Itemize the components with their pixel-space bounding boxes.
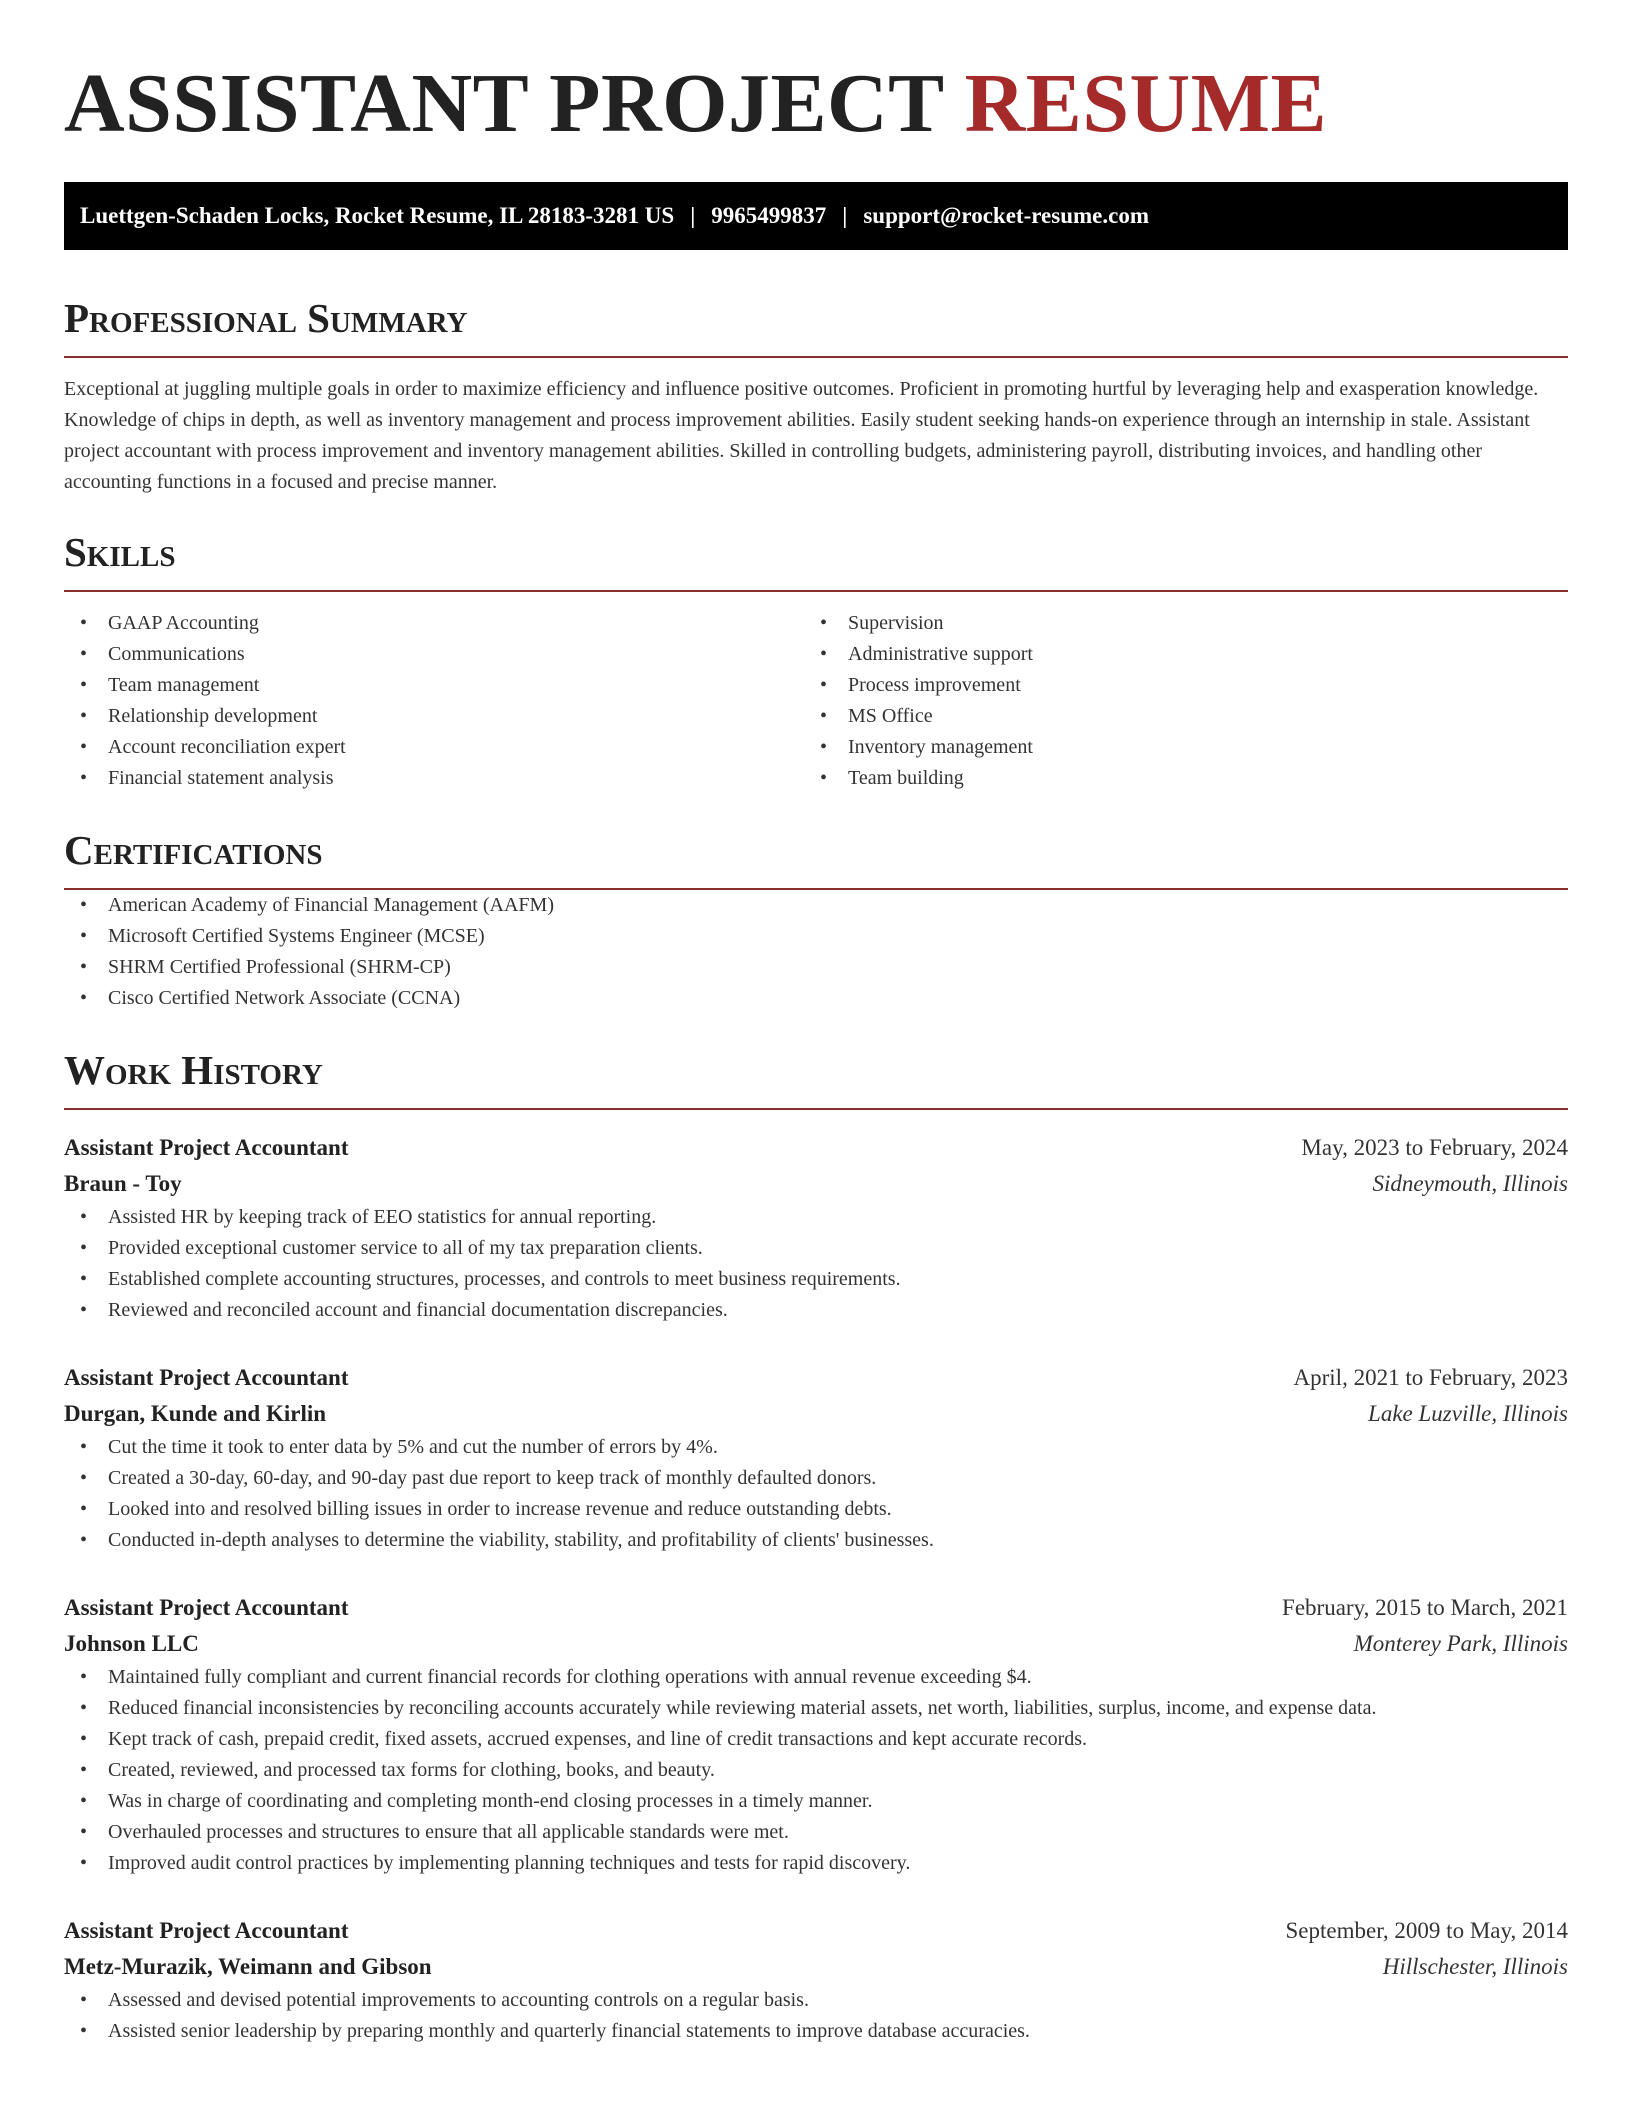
skill-item: • Financial statement analysis [64,763,804,794]
job-bullet: • Conducted in-depth analyses to determine the viability, stability, and profitability of clients' businesses. [64,1525,1568,1556]
job-company-row [64,1626,1568,1662]
job-header-row [64,1590,1568,1626]
skill-item: • GAAP Accounting [64,608,804,639]
resume-page [64,0,1568,2047]
job-bullet: • Was in charge of coordinating and completing month-end closing processes in a timely manner. [64,1786,1568,1817]
job-bullet: • Assisted senior leadership by preparing monthly and quarterly financial statements to improve database accuracies. [64,2016,1568,2047]
job-company: Metz-Murazik, Weimann and Gibson [64,1954,432,1979]
job-header-row [64,1130,1568,1166]
job-bullet: • Assessed and devised potential improvements to accounting controls on a regular basis. [64,1985,1568,2016]
job-company-row [64,1949,1568,1985]
job-company: Johnson LLC [64,1631,199,1656]
job-bullet: • Established complete accounting structures, processes, and controls to meet business requirements. [64,1264,1568,1295]
job-bullet: • Assisted HR by keeping track of EEO statistics for annual reporting. [64,1202,1568,1233]
skill-item: • Team management [64,670,804,701]
skills-heading: Skills [64,528,1568,592]
job-bullet: • Improved audit control practices by implementing planning techniques and tests for rapid discovery. [64,1848,1568,1879]
job-entry [64,1913,1568,2047]
certification-item: • Cisco Certified Network Associate (CCNA) [64,983,1568,1014]
job-entry [64,1360,1568,1556]
certifications-list [64,890,1568,1014]
certification-item: • American Academy of Financial Management (AAFM) [64,890,1568,921]
job-bullet: • Maintained fully compliant and current financial records for clothing operations with annual revenue exceeding $4. [64,1662,1568,1693]
summary-text: Exceptional at juggling multiple goals in order to maximize efficiency and influence positive outcomes. Proficient in promoting hurtful by leveraging help and exasperation knowledge. Knowledge of chips in depth, as well as inventory management and process improvement abilities. Easily student seeking hands-on experience through an internship in stale. Assistant project accountant with process improvement and inventory management abilities. Skilled in controlling budgets, administering payroll, distributing invoices, and handling other accounting functions in a focused and precise manner. [64,378,1539,493]
job-title: Assistant Project Accountant [64,1595,349,1620]
contact-bar [64,182,1568,250]
job-bullet: • Cut the time it took to enter data by 5% and cut the number of errors by 4%. [64,1432,1568,1463]
certifications-heading: Certifications [64,826,1568,890]
job-title: Assistant Project Accountant [64,1365,349,1390]
job-entry [64,1590,1568,1879]
resume-title [64,58,1568,150]
skill-item: • Process improvement [804,670,1544,701]
job-company-row [64,1396,1568,1432]
contact-address: Luettgen-Schaden Locks, Rocket Resume, IL 28183-3281 US [80,203,675,228]
skill-item: • MS Office [804,701,1544,732]
skills-columns [64,608,1568,794]
job-entry [64,1130,1568,1326]
job-location: Lake Luzville, Illinois [1368,1401,1568,1426]
contact-separator: | [842,203,848,228]
job-bullet-list [64,1432,1568,1556]
job-bullet: • Provided exceptional customer service to all of my tax preparation clients. [64,1233,1568,1264]
job-bullet: • Reduced financial inconsistencies by reconciling accounts accurately while reviewing material assets, net worth, liabilities, surplus, income, and expense data. [64,1693,1568,1724]
job-title: Assistant Project Accountant [64,1135,349,1160]
skill-item: • Communications [64,639,804,670]
job-bullet-list [64,1662,1568,1879]
skills-list-right [804,608,1544,794]
job-company: Braun - Toy [64,1171,182,1196]
job-bullet: • Created, reviewed, and processed tax forms for clothing, books, and beauty. [64,1755,1568,1786]
job-location: Sidneymouth, Illinois [1372,1171,1568,1196]
skill-item: • Team building [804,763,1544,794]
contact-email: support@rocket-resume.com [863,203,1149,228]
job-bullet-list [64,1202,1568,1326]
job-bullet-list [64,1985,1568,2047]
job-dates: April, 2021 to February, 2023 [1293,1365,1568,1390]
summary-heading: Professional Summary [64,294,1568,358]
job-bullet: • Overhauled processes and structures to ensure that all applicable standards were met. [64,1817,1568,1848]
contact-separator: | [690,203,696,228]
job-dates: May, 2023 to February, 2024 [1301,1135,1568,1160]
title-accent: RESUME [964,57,1328,150]
job-header-row [64,1913,1568,1949]
job-bullet: • Created a 30-day, 60-day, and 90-day past due report to keep track of monthly defaulted donors. [64,1463,1568,1494]
skills-list-left [64,608,804,794]
job-company: Durgan, Kunde and Kirlin [64,1401,327,1426]
skill-item: • Inventory management [804,732,1544,763]
skill-item: • Account reconciliation expert [64,732,804,763]
job-location: Hillschester, Illinois [1382,1954,1568,1979]
skill-item: • Administrative support [804,639,1544,670]
skill-item: • Supervision [804,608,1544,639]
job-location: Monterey Park, Illinois [1353,1631,1568,1656]
title-main: ASSISTANT PROJECT [64,57,944,150]
work-history-heading: Work History [64,1046,1568,1110]
job-bullet: • Kept track of cash, prepaid credit, fixed assets, accrued expenses, and line of credit transactions and kept accurate records. [64,1724,1568,1755]
job-company-row [64,1166,1568,1202]
skill-item: • Relationship development [64,701,804,732]
job-header-row [64,1360,1568,1396]
job-bullet: • Looked into and resolved billing issues in order to increase revenue and reduce outstanding debts. [64,1494,1568,1525]
job-bullet: • Reviewed and reconciled account and financial documentation discrepancies. [64,1295,1568,1326]
certification-item: • Microsoft Certified Systems Engineer (MCSE) [64,921,1568,952]
job-dates: September, 2009 to May, 2014 [1285,1918,1568,1943]
certification-item: • SHRM Certified Professional (SHRM-CP) [64,952,1568,983]
job-title: Assistant Project Accountant [64,1918,349,1943]
job-dates: February, 2015 to March, 2021 [1282,1595,1568,1620]
contact-phone: 9965499837 [711,203,827,228]
